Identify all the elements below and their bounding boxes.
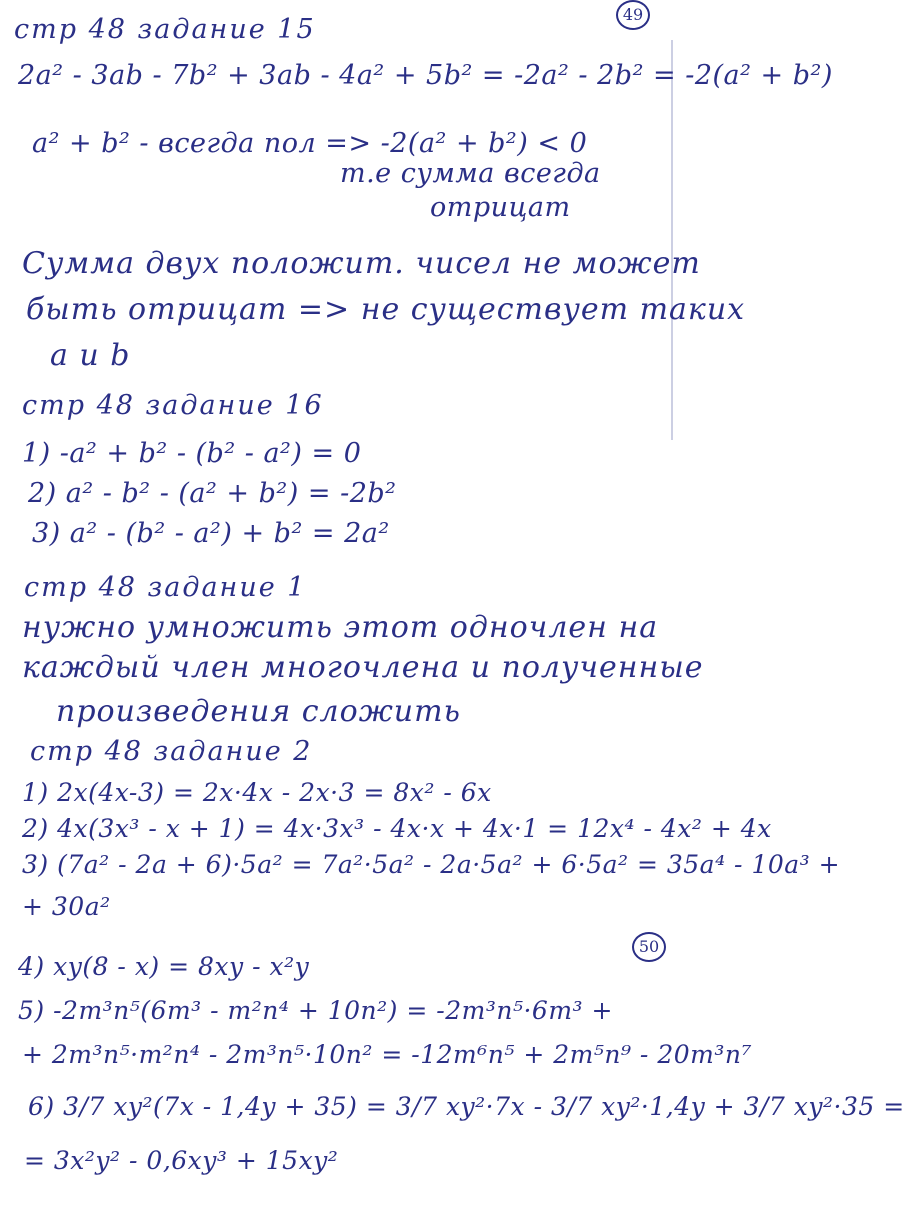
task-15-expression: 2a² - 3ab - 7b² + 3ab - 4a² + 5b² = -2a² - 2b² = -2(a² + b²) bbox=[18, 60, 833, 91]
task-2-item-2: 2) 4x(3x³ - x + 1) = 4x·3x³ - 4x·x + 4x·1 = 12x⁴ - 4x² + 4x bbox=[22, 814, 772, 843]
task-2-heading: стр 48 задание 2 bbox=[30, 736, 313, 767]
task-2-item-3-continued: + 30a² bbox=[22, 892, 111, 921]
task-16-item-2: 2) a² - b² - (a² + b²) = -2b² bbox=[28, 478, 397, 509]
page-number-top: 49 bbox=[616, 0, 650, 30]
task-2-item-6: 6) 3/7 xy²(7x - 1,4y + 35) = 3/7 xy²·7x - 3/7 xy²·1,4y + 3/7 xy²·35 = bbox=[28, 1092, 905, 1121]
task-1-answer-line-2: каждый член многочлена и полученные bbox=[22, 650, 704, 685]
task-15-note-1: т.е сумма всегда bbox=[340, 158, 601, 189]
task-2-item-1: 1) 2x(4x-3) = 2x·4x - 2x·3 = 8x² - 6x bbox=[22, 778, 492, 807]
task-2-item-4: 4) xy(8 - x) = 8xy - x²y bbox=[18, 952, 310, 981]
task-16-heading: стр 48 задание 16 bbox=[22, 390, 324, 421]
task-2-item-3: 3) (7a² - 2a + 6)·5a² = 7a²·5a² - 2a·5a² + 6·5a² = 35a⁴ - 10a³ + bbox=[22, 850, 841, 879]
task-15-answer-line-1: Сумма двух положит. чисел не может bbox=[22, 246, 701, 281]
task-15-note-2: отрицат bbox=[430, 192, 571, 223]
task-15-answer-line-2: быть отрицат => не существует таких bbox=[26, 292, 746, 327]
task-15-heading: стр 48 задание 15 bbox=[14, 14, 316, 45]
task-16-item-3: 3) a² - (b² - a²) + b² = 2a² bbox=[32, 518, 390, 549]
page-number-middle: 50 bbox=[632, 932, 666, 962]
task-2-item-6-continued: = 3x²y² - 0,6xy³ + 15xy² bbox=[24, 1146, 339, 1175]
task-16-item-1: 1) -a² + b² - (b² - a²) = 0 bbox=[22, 438, 362, 469]
paper-edge-line bbox=[671, 40, 673, 440]
task-1-answer-line-3: произведения сложить bbox=[56, 694, 461, 729]
task-15-answer-line-3: a и b bbox=[50, 338, 131, 373]
task-2-item-5-continued: + 2m³n⁵·m²n⁴ - 2m³n⁵·10n² = -12m⁶n⁵ + 2m⁵n⁹ - 20m³n⁷ bbox=[22, 1040, 752, 1069]
task-1-answer-line-1: нужно умножить этот одночлен на bbox=[22, 610, 659, 645]
task-1-heading: стр 48 задание 1 bbox=[24, 572, 307, 603]
task-15-conclusion: a² + b² - всегда пол => -2(a² + b²) < 0 bbox=[32, 128, 588, 159]
task-2-item-5: 5) -2m³n⁵(6m³ - m²n⁴ + 10n²) = -2m³n⁵·6m³ + bbox=[18, 996, 613, 1025]
